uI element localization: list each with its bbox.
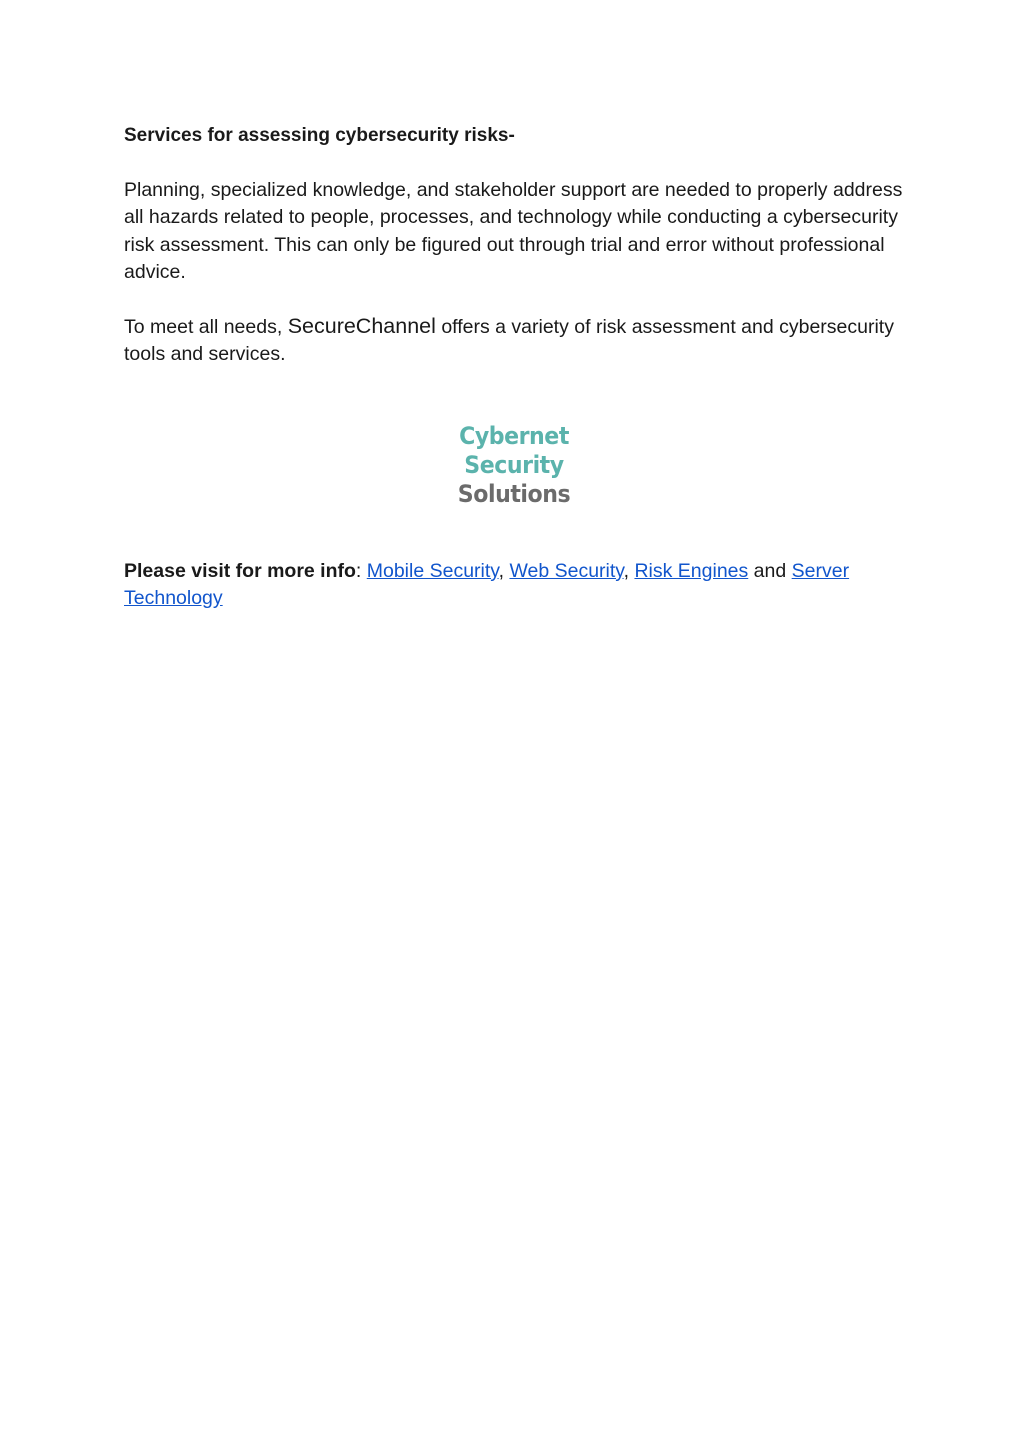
offer-paragraph (124, 313, 904, 369)
colon-separator: : (355, 560, 367, 582)
logo-line-solutions: Solutions (457, 480, 571, 508)
company-logo (124, 422, 904, 509)
more-info-paragraph (124, 558, 904, 613)
intro-paragraph: Planning, specialized knowledge, and stakeholder support are needed to properly address all hazards related to people, processes, and technology while conducting a cybersecurity risk assessment. This can only be figured out through trial and error without professional advice. (124, 179, 903, 283)
link-server-technology[interactable]: Server Technology (124, 560, 850, 610)
offer-text-after: offers a variety of risk assessment and cybersecurity tools and services. (124, 316, 894, 366)
link-mobile-security[interactable]: Mobile Security (366, 560, 499, 582)
link-risk-engines[interactable]: Risk Engines (634, 560, 749, 582)
comma-separator: , (498, 560, 510, 582)
and-separator: and (748, 560, 792, 582)
brand-name: SecureChannel (287, 314, 436, 339)
document-page (124, 122, 904, 610)
comma-separator: , (623, 560, 635, 582)
offer-text-before: To meet all needs, (124, 316, 288, 339)
more-info-label: Please visit for more info (124, 560, 356, 582)
logo-line-security: Security (464, 451, 564, 479)
logo-line-cybernet: Cybernet (459, 422, 569, 450)
section-heading: Services for assessing cybersecurity risks- (124, 125, 515, 146)
link-web-security[interactable]: Web Security (509, 560, 624, 582)
